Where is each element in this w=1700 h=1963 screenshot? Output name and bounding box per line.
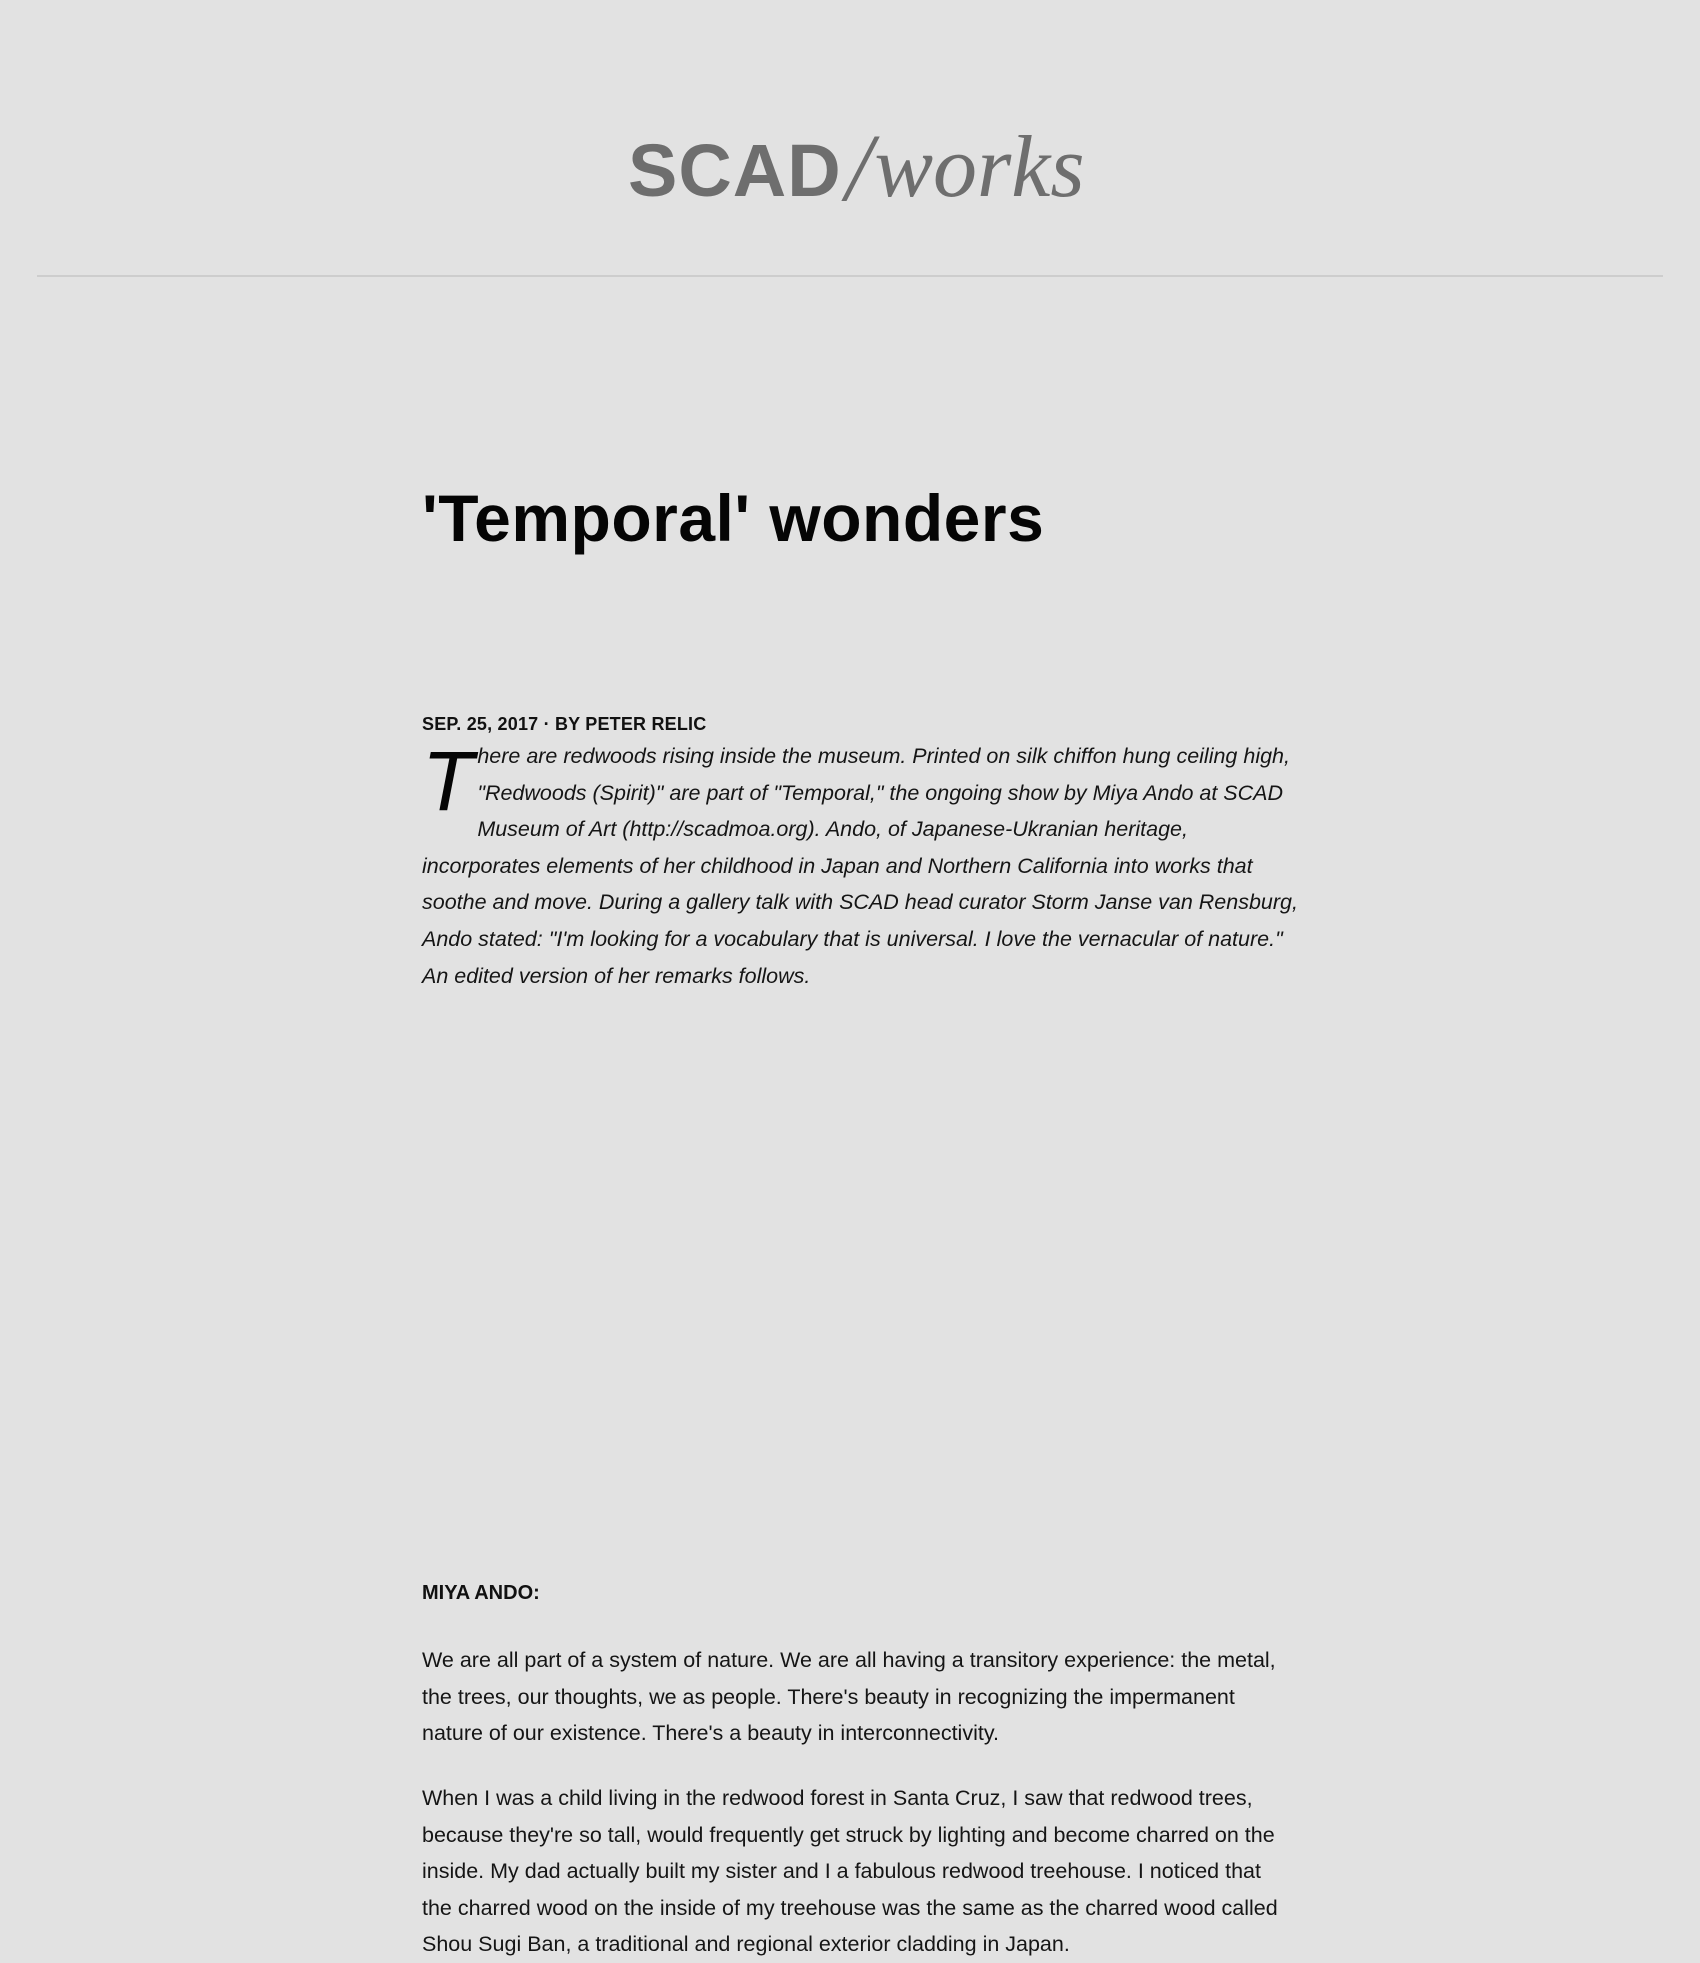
logo-scad-text: SCAD bbox=[628, 129, 842, 212]
logo-slash-mark: / bbox=[845, 114, 873, 221]
article-title: 'Temporal' wonders bbox=[422, 481, 1045, 555]
site-logo[interactable] bbox=[628, 108, 1085, 221]
article bbox=[422, 470, 1302, 1957]
speaker-label: MIYA ANDO: bbox=[422, 1582, 540, 1604]
intro-dropcap: T bbox=[422, 734, 474, 828]
article-byline: SEP. 25, 2017 · BY PETER RELIC bbox=[422, 714, 707, 734]
header-divider bbox=[37, 275, 1663, 277]
intro-text: here are redwoods rising inside the museum. Printed on silk chiffon hung ceiling high, "Redwoods (Spirit)" are part of "Temporal," the ongoing show by Miya Ando at SCAD Museum of Art (http://scadmoa.org). Ando, of Japanese-Ukranian heritage, incorporates elements of her childhood in Japan and Northern California into works that soothe and move. During a gallery talk with SCAD head curator Storm Janse van Rensburg, Ando stated: "I'm looking for a vocabulary that is universal. I love the vernacular of nature." An edited version of her remarks follows. bbox=[422, 744, 1298, 988]
article-paragraph: When I was a child living in the redwood forest in Santa Cruz, I saw that redwood trees, because they're so tall, would frequently get struck by lighting and become charred on the inside. My dad actually built my sister and I a fabulous redwood treehouse. I noticed that the charred wood on the inside of my treehouse was the same as the charred wood called Shou Sugi Ban, a traditional and regional exterior cladding in Japan. bbox=[422, 1786, 1278, 1957]
article-intro bbox=[422, 734, 1302, 994]
logo-works-text: works bbox=[874, 119, 1085, 216]
article-paragraph: We are all part of a system of nature. We are all having a transitory experience: the metal, the trees, our thoughts, we as people. There's beauty in recognizing the impermanent nature of our existence. There's a beauty in interconnectivity. bbox=[422, 1648, 1276, 1746]
site-header bbox=[0, 0, 1700, 276]
